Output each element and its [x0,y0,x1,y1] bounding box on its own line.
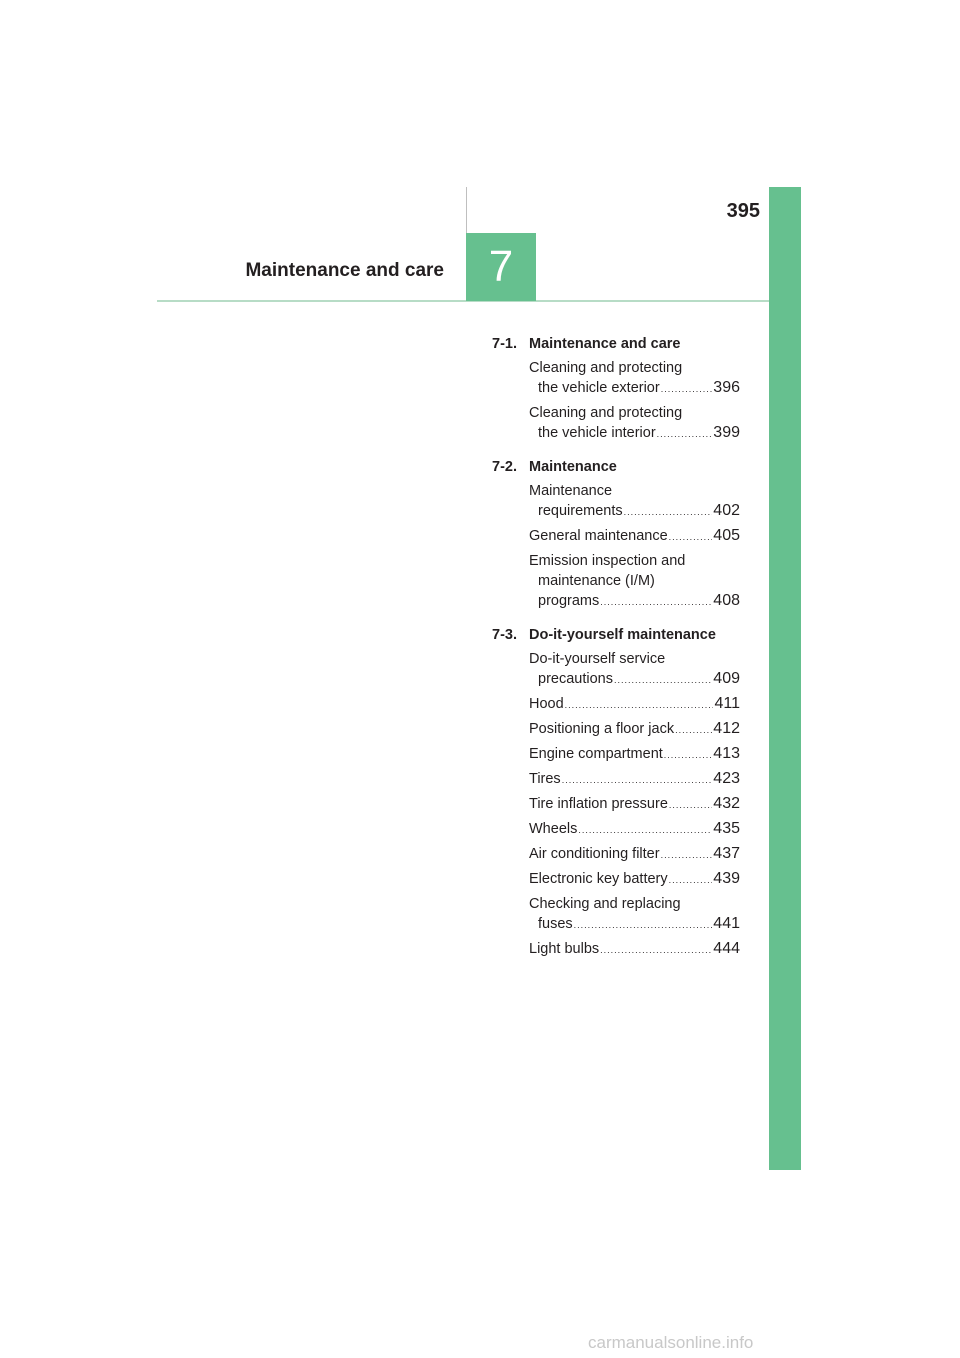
toc-entry[interactable] [529,819,740,840]
toc-entry-text: Cleaning and protecting [529,405,683,421]
toc-entry-text: Electronic key battery [529,871,668,887]
toc-entry[interactable] [529,694,740,715]
header-divider [466,187,467,233]
toc-section-number: 7-3. [492,627,517,643]
header-rule [157,300,769,302]
toc-page-number: 435 [713,820,740,837]
toc-entry-text: Tires [529,771,561,787]
toc-page-number: 423 [713,770,740,787]
toc-entry-text: Wheels [529,821,578,837]
chapter-title: Maintenance and care [245,260,444,281]
dot-leader [657,424,713,444]
chapter-number-badge: 7 [466,233,536,301]
toc-entry[interactable] [529,894,740,935]
toc-page-number: 405 [713,527,740,544]
dot-leader [574,915,713,935]
toc-page-number: 411 [714,695,740,712]
toc-entry-text: the vehicle interior [538,425,656,441]
dot-leader [600,940,712,960]
toc-entry[interactable] [529,358,740,399]
toc-page-number: 412 [713,720,740,737]
toc-section [492,330,740,444]
toc-page-number: 441 [713,915,740,932]
dot-leader [664,745,713,765]
toc-page-number: 413 [713,745,740,762]
toc-entry-text: Engine compartment [529,746,663,762]
toc-entry-text: Checking and replacing [529,896,681,912]
dot-leader [578,820,712,840]
dot-leader [624,502,713,522]
dot-leader [675,720,712,740]
toc-section-heading[interactable] [492,453,740,481]
toc-section-title: Maintenance and care [529,336,681,352]
toc-section-number: 7-1. [492,336,517,352]
toc-entry[interactable] [529,649,740,690]
dot-leader [614,670,712,690]
toc-entry-text: Positioning a floor jack [529,721,675,737]
toc-section-title: Maintenance [529,459,617,475]
toc-entry-text: Emission inspection and [529,553,686,569]
dot-leader [600,592,712,612]
toc-entry-text: Air conditioning filter [529,846,660,862]
toc-page-number: 439 [713,870,740,887]
toc-section-heading[interactable] [492,621,740,649]
toc-entry-text: programs [538,593,600,609]
toc-section-number: 7-2. [492,459,517,475]
dot-leader [669,870,713,890]
toc-entry[interactable] [529,794,740,815]
toc-page-number: 432 [713,795,740,812]
toc-entry-text: precautions [538,671,613,687]
table-of-contents [492,330,740,969]
toc-section [492,621,740,960]
dot-leader [661,379,713,399]
toc-entry[interactable] [529,744,740,765]
toc-section [492,453,740,612]
toc-entry[interactable] [529,551,740,612]
page-number: 395 [726,200,760,222]
toc-entry-text: requirements [538,503,623,519]
toc-entry[interactable] [529,939,740,960]
dot-leader [565,695,714,715]
toc-entry[interactable] [529,769,740,790]
toc-page-number: 402 [713,502,740,519]
dot-leader [669,795,712,815]
toc-section-heading[interactable] [492,330,740,358]
toc-entry-text: Do-it-yourself service [529,651,666,667]
toc-section-title: Do-it-yourself maintenance [529,627,716,643]
toc-entry[interactable] [529,526,740,547]
toc-entry-text: Cleaning and protecting [529,360,683,376]
dot-leader [562,770,713,790]
toc-page-number: 396 [713,379,740,396]
toc-entry-text: Maintenance [529,483,613,499]
toc-entry-text: fuses [538,916,573,932]
toc-entry[interactable] [529,481,740,522]
toc-entry-text: maintenance (I/M) [538,573,655,589]
toc-page-number: 409 [713,670,740,687]
toc-entry-text: General maintenance [529,528,668,544]
toc-page-number: 444 [713,940,740,957]
dot-leader [661,845,713,865]
toc-entry-text: Light bulbs [529,941,600,957]
toc-entry-text: Tire inflation pressure [529,796,668,812]
dot-leader [669,527,713,547]
toc-entry-text: Hood [529,696,564,712]
toc-entry-text: the vehicle exterior [538,380,660,396]
toc-page-number: 408 [713,592,740,609]
toc-page-number: 437 [713,845,740,862]
chapter-side-tab [769,187,801,1170]
toc-entry[interactable] [529,403,740,444]
toc-entry[interactable] [529,719,740,740]
toc-entry[interactable] [529,869,740,890]
watermark: carmanualsonline.info [588,1333,754,1352]
toc-page-number: 399 [713,424,740,441]
toc-entry[interactable] [529,844,740,865]
